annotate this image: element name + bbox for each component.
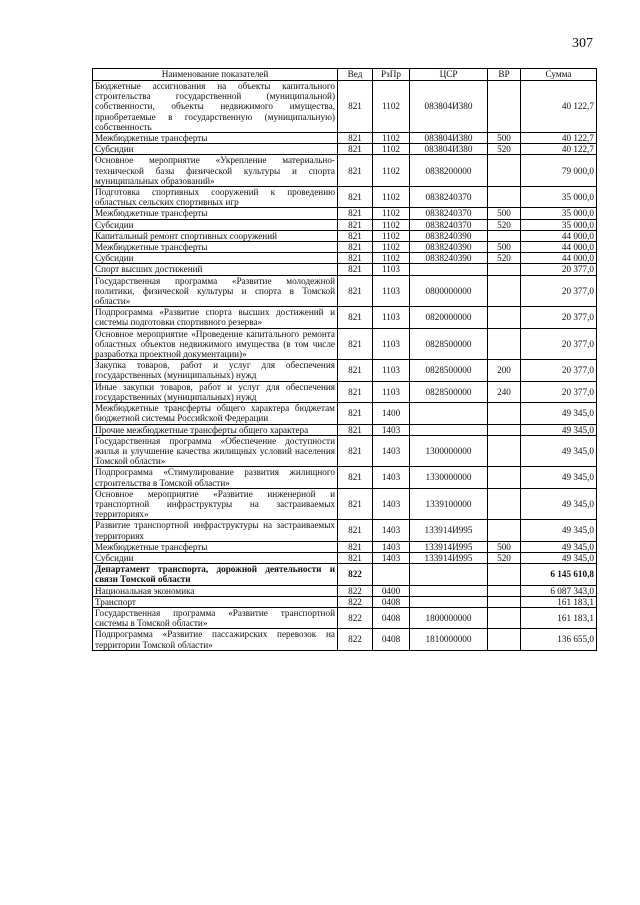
cell-csr: 133914И995 — [410, 552, 488, 563]
cell-name: Департамент транспорта, дорожной деятельности и связи Томской области — [93, 564, 338, 585]
cell-sum: 79 000,0 — [521, 155, 597, 187]
cell-sum: 20 377,0 — [521, 275, 597, 307]
table-row — [93, 520, 597, 541]
cell-csr: 0838240370 — [410, 208, 488, 219]
cell-sum: 20 377,0 — [521, 381, 597, 402]
cell-name: Подготовка спортивных сооружений к проведению областных сельских спортивных игр — [93, 187, 338, 208]
cell-vr — [488, 596, 521, 607]
cell-rzpr — [373, 564, 410, 585]
cell-name: Подпрограмма «Развитие пассажирских перевозок на территории Томской области» — [93, 629, 338, 650]
cell-rzpr: 1102 — [373, 155, 410, 187]
cell-vr: 520 — [488, 144, 521, 155]
table-row — [93, 208, 597, 219]
cell-ved: 821 — [338, 230, 373, 241]
cell-csr: 0838240390 — [410, 230, 488, 241]
cell-rzpr: 1403 — [373, 424, 410, 435]
cell-sum: 49 345,0 — [521, 424, 597, 435]
table-row — [93, 596, 597, 607]
cell-rzpr: 1403 — [373, 541, 410, 552]
cell-ved: 821 — [338, 307, 373, 328]
cell-sum: 40 122,7 — [521, 81, 597, 133]
column-header-sum: Сумма — [521, 69, 597, 81]
cell-rzpr: 1103 — [373, 264, 410, 275]
cell-rzpr: 1403 — [373, 520, 410, 541]
cell-sum: 44 000,0 — [521, 230, 597, 241]
cell-vr — [488, 187, 521, 208]
cell-sum: 35 000,0 — [521, 187, 597, 208]
cell-rzpr: 1103 — [373, 381, 410, 402]
cell-rzpr: 1103 — [373, 360, 410, 381]
cell-sum: 49 345,0 — [521, 435, 597, 467]
cell-sum: 44 000,0 — [521, 253, 597, 264]
cell-vr — [488, 488, 521, 520]
cell-ved: 821 — [338, 467, 373, 488]
cell-sum: 136 655,0 — [521, 629, 597, 650]
column-header-rzpr: РзПр — [373, 69, 410, 81]
cell-rzpr: 1102 — [373, 230, 410, 241]
table-row — [93, 435, 597, 467]
cell-rzpr: 1102 — [373, 208, 410, 219]
cell-csr: 0838200000 — [410, 155, 488, 187]
cell-ved: 821 — [338, 488, 373, 520]
cell-vr — [488, 607, 521, 628]
cell-rzpr: 1403 — [373, 552, 410, 563]
cell-ved: 821 — [338, 208, 373, 219]
cell-vr: 500 — [488, 541, 521, 552]
cell-name: Подпрограмма «Развитие спорта высших достижений и системы подготовки спортивного резерва» — [93, 307, 338, 328]
cell-sum: 44 000,0 — [521, 242, 597, 253]
cell-sum: 40 122,7 — [521, 144, 597, 155]
cell-vr: 500 — [488, 208, 521, 219]
cell-name: Межбюджетные трансферты — [93, 208, 338, 219]
cell-vr — [488, 275, 521, 307]
table-body — [93, 81, 597, 651]
table-row — [93, 133, 597, 144]
cell-vr — [488, 564, 521, 585]
table-row — [93, 564, 597, 585]
table-row — [93, 264, 597, 275]
cell-ved: 822 — [338, 629, 373, 650]
cell-ved: 821 — [338, 253, 373, 264]
cell-ved: 821 — [338, 81, 373, 133]
cell-name: Подпрограмма «Стимулирование развития жилищного строительства в Томской области» — [93, 467, 338, 488]
cell-vr — [488, 585, 521, 596]
cell-csr: 1810000000 — [410, 629, 488, 650]
cell-csr — [410, 424, 488, 435]
cell-sum: 35 000,0 — [521, 219, 597, 230]
cell-vr: 240 — [488, 381, 521, 402]
cell-ved: 821 — [338, 520, 373, 541]
cell-sum: 40 122,7 — [521, 133, 597, 144]
table-row — [93, 541, 597, 552]
table-row — [93, 307, 597, 328]
cell-csr: 0828500000 — [410, 328, 488, 360]
cell-ved: 822 — [338, 607, 373, 628]
cell-sum: 49 345,0 — [521, 520, 597, 541]
cell-ved: 822 — [338, 564, 373, 585]
cell-csr: 083804И380 — [410, 144, 488, 155]
cell-rzpr: 1102 — [373, 253, 410, 264]
table-row — [93, 187, 597, 208]
cell-vr — [488, 435, 521, 467]
table-row — [93, 219, 597, 230]
cell-rzpr: 1403 — [373, 488, 410, 520]
cell-csr — [410, 596, 488, 607]
cell-rzpr: 1102 — [373, 219, 410, 230]
cell-vr — [488, 230, 521, 241]
cell-vr — [488, 81, 521, 133]
cell-rzpr: 1103 — [373, 328, 410, 360]
cell-name: Межбюджетные трансферты общего характера бюджетам бюджетной системы Российской Федерации — [93, 403, 338, 424]
cell-vr — [488, 467, 521, 488]
cell-name: Межбюджетные трансферты — [93, 133, 338, 144]
cell-name: Капитальный ремонт спортивных сооружений — [93, 230, 338, 241]
cell-ved: 821 — [338, 144, 373, 155]
cell-csr: 1300000000 — [410, 435, 488, 467]
cell-ved: 821 — [338, 381, 373, 402]
table-row — [93, 155, 597, 187]
cell-ved: 821 — [338, 424, 373, 435]
cell-sum: 20 377,0 — [521, 360, 597, 381]
cell-csr: 1330000000 — [410, 467, 488, 488]
cell-name: Основное мероприятие «Проведение капитального ремонта областных объектов недвижимого имущества (в том числе разработка проектной документации)» — [93, 328, 338, 360]
cell-rzpr: 1102 — [373, 242, 410, 253]
cell-vr: 520 — [488, 219, 521, 230]
table-row — [93, 230, 597, 241]
cell-vr: 500 — [488, 133, 521, 144]
cell-ved: 821 — [338, 360, 373, 381]
cell-vr — [488, 424, 521, 435]
cell-csr: 0838240370 — [410, 219, 488, 230]
cell-rzpr: 1102 — [373, 187, 410, 208]
cell-sum: 49 345,0 — [521, 403, 597, 424]
cell-ved: 821 — [338, 435, 373, 467]
cell-name: Государственная программа «Обеспечение доступности жилья и улучшение качества жилищных условий населения Томской области» — [93, 435, 338, 467]
cell-name: Субсидии — [93, 144, 338, 155]
cell-rzpr: 1403 — [373, 467, 410, 488]
cell-name: Развитие транспортной инфраструктуры на застраиваемых территориях — [93, 520, 338, 541]
cell-name: Бюджетные ассигнования на объекты капитального строительства государственной (муниципальной) собственности, объекты недвижимого имущества, приобретаемые в государственную (муниципальную) собственность — [93, 81, 338, 133]
cell-vr — [488, 307, 521, 328]
cell-name: Прочие межбюджетные трансферты общего характера — [93, 424, 338, 435]
cell-csr: 133914И995 — [410, 541, 488, 552]
cell-rzpr: 0408 — [373, 596, 410, 607]
cell-ved: 821 — [338, 403, 373, 424]
table-row — [93, 328, 597, 360]
cell-name: Иные закупки товаров, работ и услуг для обеспечения государственных (муниципальных) нужд — [93, 381, 338, 402]
budget-table — [92, 68, 597, 651]
cell-csr — [410, 564, 488, 585]
table-row — [93, 467, 597, 488]
cell-sum: 6 145 610,8 — [521, 564, 597, 585]
cell-rzpr: 1103 — [373, 275, 410, 307]
cell-sum: 35 000,0 — [521, 208, 597, 219]
cell-csr — [410, 264, 488, 275]
cell-rzpr: 1400 — [373, 403, 410, 424]
cell-vr — [488, 264, 521, 275]
table-row — [93, 629, 597, 650]
cell-sum: 49 345,0 — [521, 467, 597, 488]
cell-ved: 822 — [338, 585, 373, 596]
cell-ved: 822 — [338, 596, 373, 607]
cell-name: Субсидии — [93, 253, 338, 264]
cell-name: Национальная экономика — [93, 585, 338, 596]
cell-name: Государственная программа «Развитие транспортной системы в Томской области» — [93, 607, 338, 628]
cell-name: Закупка товаров, работ и услуг для обеспечения государственных (муниципальных) нужд — [93, 360, 338, 381]
cell-vr: 200 — [488, 360, 521, 381]
cell-name: Межбюджетные трансферты — [93, 242, 338, 253]
cell-rzpr: 0408 — [373, 607, 410, 628]
table-row — [93, 403, 597, 424]
cell-csr: 0838240370 — [410, 187, 488, 208]
cell-name: Основное мероприятие «Развитие инженерной и транспортной инфраструктуры на застраиваемых территориях» — [93, 488, 338, 520]
cell-vr: 520 — [488, 552, 521, 563]
table-row — [93, 360, 597, 381]
cell-name: Государственная программа «Развитие молодежной политики, физической культуры и спорта в Томской области» — [93, 275, 338, 307]
cell-name: Межбюджетные трансферты — [93, 541, 338, 552]
cell-vr — [488, 520, 521, 541]
cell-name: Основное мероприятие «Укрепление материально-технической базы физической культуры и спорта муниципальных образований» — [93, 155, 338, 187]
table-row — [93, 242, 597, 253]
cell-name: Спорт высших достижений — [93, 264, 338, 275]
cell-vr — [488, 629, 521, 650]
cell-vr — [488, 155, 521, 187]
column-header-vr: ВР — [488, 69, 521, 81]
cell-ved: 821 — [338, 242, 373, 253]
cell-rzpr: 0408 — [373, 629, 410, 650]
cell-ved: 821 — [338, 219, 373, 230]
cell-vr — [488, 403, 521, 424]
cell-csr: 083804И380 — [410, 133, 488, 144]
cell-sum: 49 345,0 — [521, 552, 597, 563]
cell-csr: 133914И995 — [410, 520, 488, 541]
cell-vr: 520 — [488, 253, 521, 264]
cell-sum: 161 183,1 — [521, 607, 597, 628]
cell-csr — [410, 585, 488, 596]
cell-sum: 20 377,0 — [521, 307, 597, 328]
table-header-row — [93, 69, 597, 81]
cell-ved: 821 — [338, 541, 373, 552]
table-row — [93, 381, 597, 402]
column-header-ved: Вед — [338, 69, 373, 81]
cell-name: Субсидии — [93, 219, 338, 230]
cell-rzpr: 0400 — [373, 585, 410, 596]
cell-ved: 821 — [338, 133, 373, 144]
cell-csr: 0828500000 — [410, 360, 488, 381]
cell-rzpr: 1403 — [373, 435, 410, 467]
cell-csr: 0838240390 — [410, 242, 488, 253]
cell-csr: 1800000000 — [410, 607, 488, 628]
cell-ved: 821 — [338, 187, 373, 208]
cell-rzpr: 1102 — [373, 133, 410, 144]
table-row — [93, 488, 597, 520]
cell-sum: 161 183,1 — [521, 596, 597, 607]
cell-rzpr: 1102 — [373, 144, 410, 155]
cell-vr — [488, 328, 521, 360]
cell-rzpr: 1102 — [373, 81, 410, 133]
table-row — [93, 253, 597, 264]
cell-sum: 49 345,0 — [521, 541, 597, 552]
cell-sum: 20 377,0 — [521, 328, 597, 360]
page-number: 307 — [572, 36, 593, 51]
cell-sum: 20 377,0 — [521, 264, 597, 275]
table-row — [93, 585, 597, 596]
column-header-csr: ЦСР — [410, 69, 488, 81]
cell-csr: 0828500000 — [410, 381, 488, 402]
column-header-name: Наименование показателей — [93, 69, 338, 81]
cell-rzpr: 1103 — [373, 307, 410, 328]
cell-csr: 0800000000 — [410, 275, 488, 307]
table-row — [93, 144, 597, 155]
cell-csr — [410, 403, 488, 424]
cell-csr: 083804И380 — [410, 81, 488, 133]
cell-ved: 821 — [338, 328, 373, 360]
table-row — [93, 424, 597, 435]
cell-csr: 0820000000 — [410, 307, 488, 328]
cell-vr: 500 — [488, 242, 521, 253]
cell-csr: 1339100000 — [410, 488, 488, 520]
cell-ved: 821 — [338, 155, 373, 187]
table-row — [93, 275, 597, 307]
table-row — [93, 607, 597, 628]
cell-sum: 6 087 343,0 — [521, 585, 597, 596]
cell-ved: 821 — [338, 264, 373, 275]
cell-name: Субсидии — [93, 552, 338, 563]
cell-csr: 0838240390 — [410, 253, 488, 264]
table-row — [93, 552, 597, 563]
table-row — [93, 81, 597, 133]
cell-ved: 821 — [338, 275, 373, 307]
cell-ved: 821 — [338, 552, 373, 563]
cell-sum: 49 345,0 — [521, 488, 597, 520]
cell-name: Транспорт — [93, 596, 338, 607]
